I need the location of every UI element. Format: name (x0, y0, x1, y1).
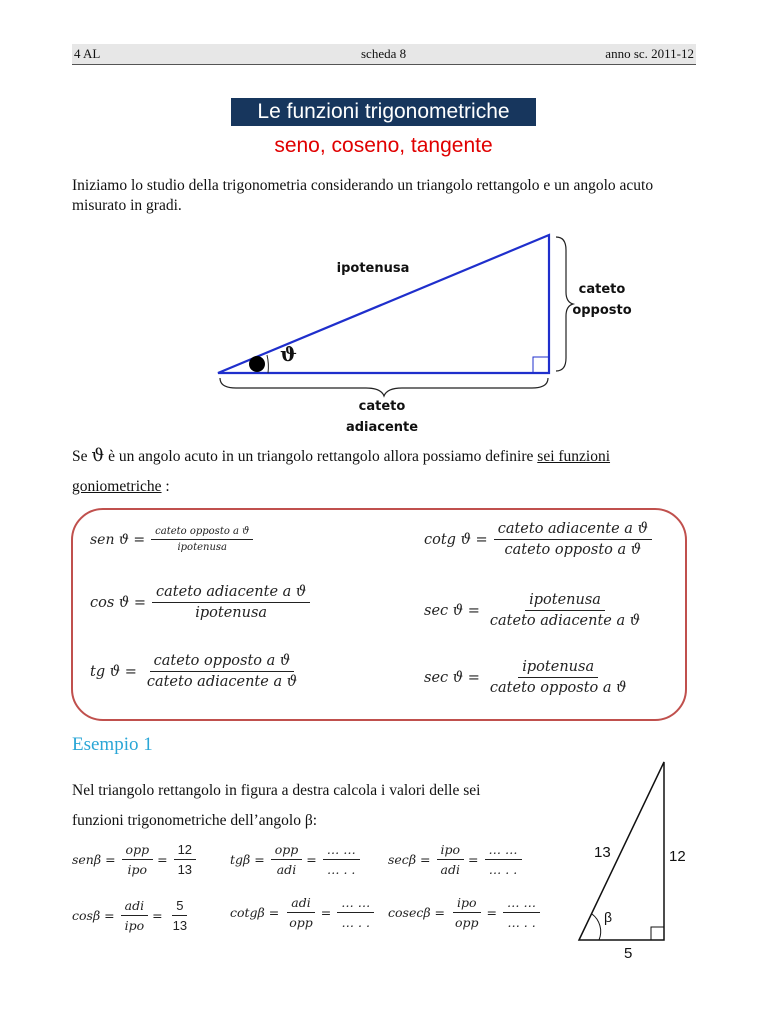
example-sec-eq: = (468, 852, 479, 867)
definition-link-part2: goniometriche (72, 478, 162, 495)
example-opp-label: 12 (669, 848, 686, 865)
formula-tg-den: cateto adiacente a ϑ (146, 674, 298, 690)
example-cotg (230, 895, 374, 930)
definition-sentence (72, 446, 692, 467)
example-sec-lhs: secβ = (388, 852, 431, 867)
definition-sentence-line2 (72, 478, 170, 496)
adjacent-label-line2: adiacente (345, 420, 419, 435)
example-cosec-n1: ipo (453, 895, 481, 913)
example-sen-lhs: senβ = (72, 852, 116, 867)
example-sen-frac1 (122, 842, 154, 877)
formula-tg-lhs: tg ϑ = (90, 663, 137, 680)
example-heading: Esempio 1 (72, 734, 153, 755)
header-sheet: scheda 8 (361, 46, 407, 61)
example-cos-frac2 (169, 898, 191, 933)
formula-cos-lhs: cos ϑ = (90, 594, 147, 611)
formula-sec-1-fraction (486, 592, 644, 629)
example-sen-n2: 12 (174, 842, 196, 860)
example-cotg-frac2 (337, 895, 374, 930)
formula-cos-num: cateto adiacente a ϑ (152, 584, 310, 603)
adjacent-label-line1: cateto (358, 399, 406, 414)
example-right-angle-marker (651, 927, 664, 940)
right-angle-marker (533, 357, 549, 373)
example-angle-arc (592, 914, 601, 940)
example-cosec-lhs: cosecβ = (388, 905, 446, 920)
example-sen-d1: ipo (127, 862, 148, 877)
formula-cotg-num: cateto adiacente a ϑ (494, 521, 652, 540)
example-sec-n1: ipo (437, 842, 465, 860)
formula-tg-num: cateto opposto a ϑ (150, 653, 295, 672)
example-beta-label: β (604, 909, 613, 925)
example-cos-eq: = (152, 908, 163, 923)
example-tg-n2: … … (323, 842, 360, 860)
formula-sec-1 (424, 592, 644, 629)
example-sen-frac2 (174, 842, 196, 877)
formula-sec-1-den: cateto adiacente a ϑ (489, 613, 641, 629)
example-cos-d2: 13 (172, 918, 188, 933)
formula-cotg-den: cateto opposto a ϑ (504, 542, 642, 558)
angle-dot (249, 356, 265, 372)
definition-colon: : (161, 478, 170, 495)
example-sec (388, 842, 522, 877)
example-sen-d2: 13 (177, 862, 193, 877)
example-text (72, 776, 552, 836)
example-text-line2: funzioni trigonometriche dell’angolo β: (72, 812, 318, 829)
theta-symbol: ϑ (280, 342, 297, 366)
example-tg-frac1 (271, 842, 303, 877)
example-text-line1: Nel triangolo rettangolo in figura a destra calcola i valori delle sei (72, 782, 481, 799)
example-tg-d1: adi (276, 862, 297, 877)
example-sec-frac2 (485, 842, 522, 877)
formula-cotg-lhs: cotg ϑ = (424, 531, 488, 548)
adjacent-brace (220, 378, 548, 396)
formula-cos (90, 584, 310, 621)
example-cos-frac1 (121, 898, 149, 933)
example-cos (72, 898, 191, 933)
example-cotg-n1: adi (287, 895, 314, 913)
opposite-label-line1: cateto (578, 282, 626, 297)
example-cosec-d2: … . . (507, 915, 536, 930)
formula-sec-2 (424, 659, 630, 696)
opposite-label-line2: opposto (572, 303, 632, 318)
formula-sen-lhs: sen ϑ = (90, 531, 146, 548)
definition-link-part1: sei funzioni (537, 448, 611, 465)
example-cotg-frac1 (285, 895, 317, 930)
example-hyp-label: 13 (594, 844, 611, 861)
example-sen-eq: = (157, 852, 168, 867)
example-cosec-frac2 (503, 895, 540, 930)
example-sen (72, 842, 196, 877)
formula-sec-1-lhs: sec ϑ = (424, 602, 480, 619)
formula-sen-num: cateto opposto a ϑ (151, 526, 253, 540)
formula-cos-den: ipotenusa (195, 605, 268, 621)
formula-cotg (424, 521, 652, 558)
formula-tg-fraction (143, 653, 301, 690)
example-cosec-n2: … … (503, 895, 540, 913)
example-cotg-d2: … . . (341, 915, 370, 930)
formula-sec-2-fraction (486, 659, 631, 696)
example-cosec-d1: opp (455, 915, 479, 930)
formula-sec-2-lhs: sec ϑ = (424, 669, 480, 686)
example-cos-d1: ipo (124, 918, 145, 933)
triangle-shape (218, 235, 549, 373)
example-cotg-lhs: cotgβ = (230, 905, 280, 920)
angle-arc (267, 355, 268, 373)
example-sec-n2: … … (485, 842, 522, 860)
example-cos-n2: 5 (172, 898, 187, 916)
hypotenuse-label: ipotenusa (336, 261, 410, 276)
definition-pre: Se (72, 448, 88, 465)
header-class: 4 AL (74, 46, 101, 61)
formula-sen-fraction (151, 526, 253, 553)
example-tg-eq: = (306, 852, 317, 867)
formula-sec-2-den: cateto opposto a ϑ (489, 680, 627, 696)
right-triangle-diagram (0, 0, 768, 440)
example-adj-label: 5 (624, 945, 633, 962)
intro-paragraph: Iniziamo lo studio della trigonometria considerando un triangolo rettangolo e un angolo acuto misurato in gradi. (72, 177, 654, 214)
formula-tg (90, 653, 301, 690)
formula-sen-den: ipotenusa (177, 542, 227, 553)
example-cos-lhs: cosβ = (72, 908, 115, 923)
example-cosec-frac1 (451, 895, 483, 930)
example-tg-d2: … . . (327, 862, 356, 877)
example-tg-frac2 (323, 842, 360, 877)
header-year: anno sc. 2011-12 (605, 46, 694, 61)
example-cotg-d1: opp (289, 915, 313, 930)
example-cotg-n2: … … (337, 895, 374, 913)
example-cosec (388, 895, 540, 930)
formula-cotg-fraction (494, 521, 652, 558)
page-subtitle: seno, coseno, tangente (274, 134, 493, 157)
example-tg-n1: opp (271, 842, 303, 860)
example-cosec-eq: = (486, 905, 498, 920)
example-cotg-eq: = (320, 905, 332, 920)
example-sen-n1: opp (122, 842, 154, 860)
definition-mid: è un angolo acuto in un triangolo rettangolo allora possiamo definire (108, 448, 534, 465)
formula-sec-2-num: ipotenusa (518, 659, 598, 678)
formula-cos-fraction (152, 584, 310, 621)
definition-theta: ϑ (91, 445, 105, 466)
example-triangle-shape (579, 762, 664, 940)
example-tg (230, 842, 360, 877)
page-title: Le funzioni trigonometriche (231, 98, 536, 126)
example-sec-d1: adi (440, 862, 460, 877)
formula-sen (90, 526, 253, 553)
example-cos-n1: adi (121, 898, 148, 916)
example-tg-lhs: tgβ = (230, 852, 265, 867)
example-sec-frac1 (437, 842, 465, 877)
formula-sec-1-num: ipotenusa (525, 592, 605, 611)
example-sec-d2: … . . (488, 862, 518, 877)
